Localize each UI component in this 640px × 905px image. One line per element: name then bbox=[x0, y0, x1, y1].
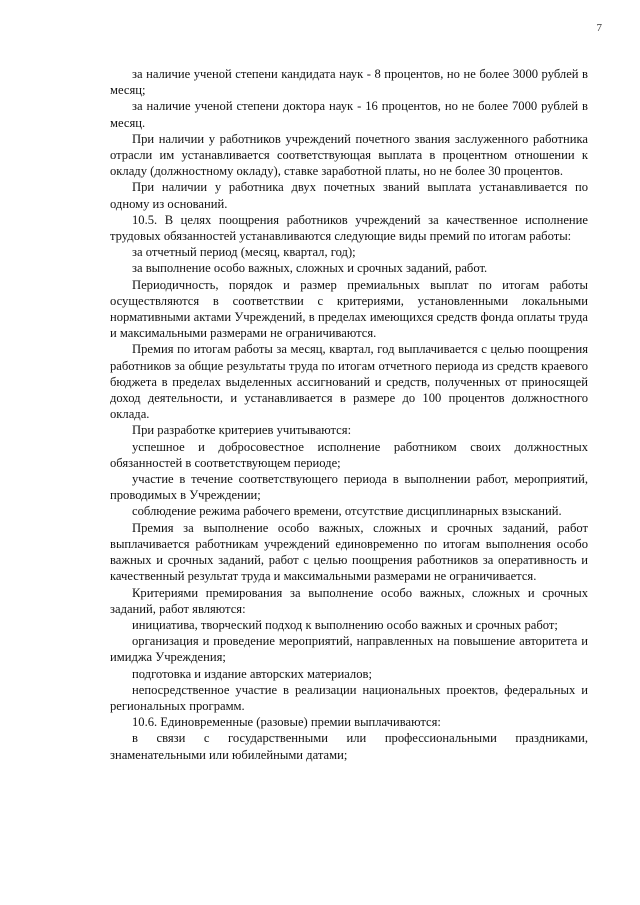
paragraph: 10.5. В целях поощрения работников учреждений за качественное исполнение трудовых обязанностей устанавливаются следующие виды премий по итогам работы: bbox=[110, 212, 588, 244]
paragraph: соблюдение режима рабочего времени, отсутствие дисциплинарных взысканий. bbox=[132, 504, 562, 519]
page-number: 7 bbox=[596, 22, 602, 34]
paragraph: При разработке критериев учитываются: bbox=[132, 423, 352, 438]
paragraph: участие в течение соответствующего периода в выполнении работ, мероприятий, проводимых в Учреждении; bbox=[110, 472, 588, 503]
paragraph: за наличие ученой степени доктора наук - 16 процентов, но не более 7000 рублей в месяц. bbox=[110, 99, 588, 130]
paragraph: непосредственное участие в реализации национальных проектов, федеральных и региональных программ. bbox=[110, 682, 588, 713]
paragraph: Премия за выполнение особо важных, сложных и срочных заданий, работ выплачивается работникам учреждений единовременно по итогам выполнения особо важных и срочных заданий, работ с целью поощрения работников за оперативность и качественный результат труда и максимальными размерами не ограничивается. bbox=[110, 520, 588, 584]
document-body bbox=[110, 66, 588, 763]
paragraph: в связи с государственными или профессиональными праздниками, знаменательными или юбилейными датами; bbox=[110, 731, 588, 762]
paragraph: за отчетный период (месяц, квартал, год); bbox=[132, 245, 356, 260]
paragraph: Критериями премирования за выполнение особо важных, сложных и срочных заданий, работ являются: bbox=[110, 585, 588, 616]
paragraph: за выполнение особо важных, сложных и срочных заданий, работ. bbox=[132, 261, 488, 276]
paragraph: организация и проведение мероприятий, направленных на повышение авторитета и имиджа Учреждения; bbox=[110, 634, 588, 665]
paragraph: успешное и добросовестное исполнение работником своих должностных обязанностей в соответствующем периоде; bbox=[110, 439, 588, 470]
paragraph: Периодичность, порядок и размер премиальных выплат по итогам работы осуществляются в соответствии с критериями, установленными локальными нормативными актами Учреждений, в пределах имеющихся средств фонда оплаты труда и максимальными размерами не ограничиваются. bbox=[110, 277, 588, 341]
paragraph: инициатива, творческий подход к выполнению особо важных и срочных работ; bbox=[132, 617, 558, 632]
paragraph: При наличии у работника двух почетных званий выплата устанавливается по одному из оснований. bbox=[110, 180, 588, 211]
paragraph: Премия по итогам работы за месяц, квартал, год выплачивается с целью поощрения работников за общие результаты труда по итогам отчетного периода из средств краевого бюджета в пределах выделенных ассигнований и средств, полученных от приносящей доход деятельности, и устанавливается в размере до 100 процентов должностного оклада. bbox=[110, 342, 588, 422]
paragraph: При наличии у работников учреждений почетного звания заслуженного работника отрасли им устанавливается соответствующая выплата в процентном отношении к окладу (должностному окладу), ставке заработной платы, но не более 30 процентов. bbox=[110, 131, 588, 179]
paragraph: подготовка и издание авторских материалов; bbox=[132, 666, 372, 681]
paragraph: за наличие ученой степени кандидата наук - 8 процентов, но не более 3000 рублей в месяц; bbox=[110, 67, 588, 98]
paragraph: 10.6. Единовременные (разовые) премии выплачиваются: bbox=[132, 715, 441, 730]
